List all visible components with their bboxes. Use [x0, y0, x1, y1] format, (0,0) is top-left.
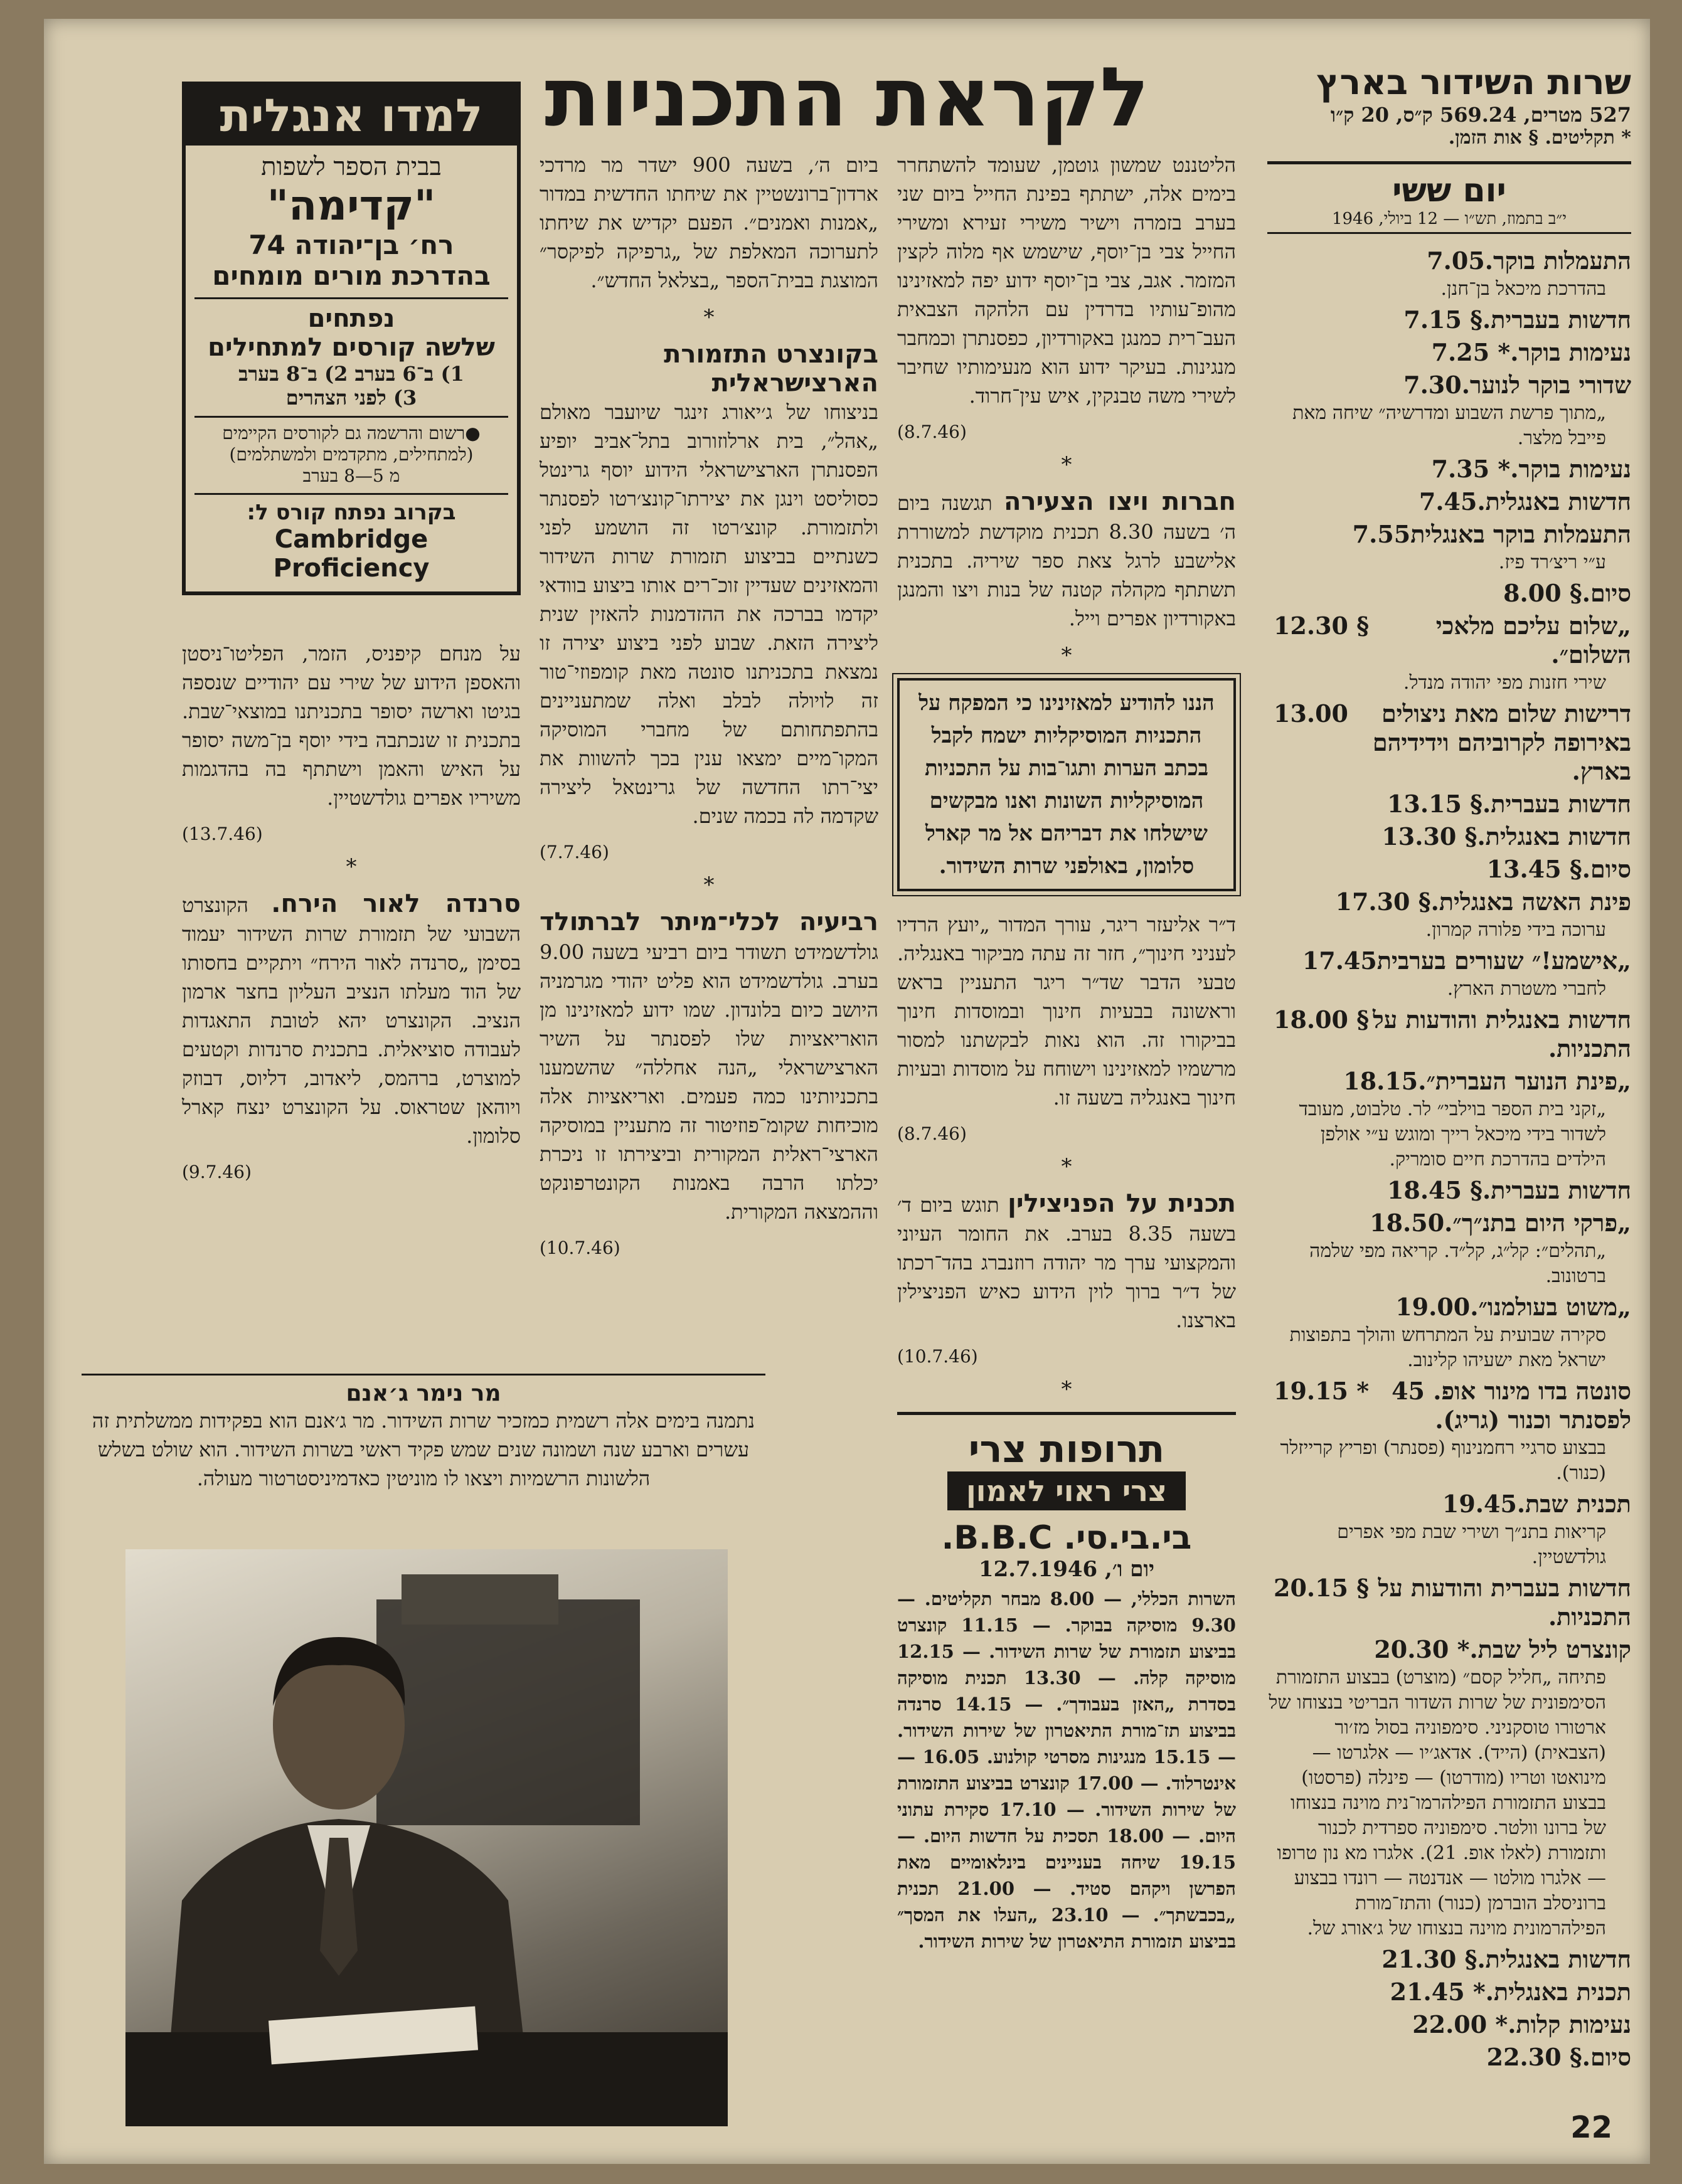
ad-guidance: בהדרכת מורים מומחים [194, 260, 508, 299]
schedule-title: סונטה בדו מינור אופ. 45 לפסנתר וכנור (גריג). [1392, 1377, 1631, 1434]
broadcast-title: שרות השידור בארץ [1316, 62, 1631, 103]
schedule-title: נעימות בוקר. [1510, 338, 1631, 366]
schedule-item [1267, 1945, 1631, 1974]
notice-text: הננו להודיע למאזינינו כי המפקח על התכניות המוסיקליות ישמח לקבל בכתב הערות ותגו־בות על התכניות המוסיקליות השונות ואנו מבקשים שישלחו את דבריהם אל מר קארל סלומון, באולפני שרות השידור. [918, 691, 1215, 879]
schedule-title: נעימות קלות. [1508, 2010, 1631, 2038]
schedule-item-row [1267, 305, 1631, 334]
portrait-photo [125, 1549, 728, 2126]
schedule-title: „פרקי היום בתנ״ך״. [1444, 1209, 1631, 1237]
schedule-list [1267, 246, 1631, 2072]
schedule-title: התעמלות בוקר באנגלית [1410, 520, 1631, 548]
schedule-title: חדשות באנגלית. [1477, 487, 1631, 516]
schedule-time: 8.00 § [1503, 579, 1582, 607]
page-number: 22 [1570, 2110, 1612, 2145]
article-fanizilin-date: (10.7.46) [897, 1346, 978, 1367]
schedule-item [1267, 699, 1631, 786]
schedule-item-row [1267, 1176, 1631, 1205]
broadcast-legend: * תקליטים. § אות הזמן. [1448, 127, 1631, 149]
schedule-time: 17.30 § [1335, 888, 1431, 916]
separator-star: * [1061, 1377, 1072, 1402]
article-fanizilin-title: תכנית על הפניצילין [1008, 1189, 1237, 1218]
newspaper-page [44, 19, 1650, 2164]
masthead-title: לקראת התכניות [545, 50, 1149, 145]
schedule-day: יום ששי [1392, 172, 1506, 209]
schedule-item-row [1267, 2043, 1631, 2072]
schedule-time: 13.30 § [1381, 822, 1477, 851]
column-3 [540, 151, 878, 1258]
schedule-title: חדשות באנגלית. [1477, 822, 1631, 851]
schedule-title: נעימות בוקר. [1510, 455, 1631, 483]
bbc-schedule: השרות הכללי, — 8.00 מבחר תקליטים. — 9.30 מוסיקה בבוקר. — 11.15 קונצרט בביצוע תזמורת של שרות השידור. — 12.15 מוסיקה קלה. — 13.30 תכנית מוסיקה בסדרת „האזן בעבודך״. — 14.15 סרנדה בביצוע תז־מורת התיאטרון של שירות השידור. — 15.15 מנגינות מסרטי קולנוע. 16.05 — אינטרלוד. — 17.00 קונצרט בביצוע התזמורת של שירות השידור. — 17.10 סקירת עתוני היום. — 18.00 תסכית על חדשות היום. — 19.15 שיחה בעניינים בינלאומיים מאת הפרשן ויקהם סטיד. — 21.00 תכנית „בכבשתך״. — 23.10 „העלו את המסך״ בביצוע תזמורת התיאטרון של שירות השידור. [897, 1588, 1237, 1952]
article-kipnis: על מנחם קיפניס, הזמר, הפליטו־ניסטן והאספן הידוע של שירי עם יהודיים שנספה בגיטו וארשה יסופר בתכניתנו במוצאי־שבת. בתכנית זו שנכתבה בידי יוסף בן־משה יסופר על האיש והאמן וישתתף בה בהדגמות משיריו אפרים גולדשטיין. [182, 642, 521, 810]
article-serenade-date: (9.7.46) [182, 1162, 252, 1182]
schedule-title: התעמלות בוקר. [1484, 246, 1631, 275]
schedule-title: דרישות שלום מאת ניצולים באירופה לקרוביהם וידידיהם בארץ. [1372, 699, 1631, 785]
schedule-title: „אישמע!״ שעורים בערבית [1376, 946, 1631, 975]
schedule-column [1267, 63, 1631, 2073]
schedule-item [1267, 455, 1631, 484]
schedule-item-row [1267, 1635, 1631, 1664]
schedule-time: 7.05 [1427, 246, 1485, 275]
photo-machine [376, 1599, 640, 1825]
schedule-time: 20.30 * [1374, 1635, 1470, 1663]
schedule-title: סיום. [1582, 855, 1631, 883]
schedule-item [1267, 2043, 1631, 2072]
ad-cambridge: Cambridge Proficiency [273, 525, 430, 583]
schedule-item [1267, 1377, 1631, 1486]
schedule-time: 19.45 [1442, 1490, 1517, 1518]
ad-reg1: ●רשום והרשמה גם לקורסים הקיימים [222, 423, 481, 443]
separator-star: * [1061, 1154, 1072, 1179]
schedule-item-row [1267, 946, 1631, 975]
article-quartet-body: גולדשמידט תשודר ביום רביעי בשעה 9.00 בערב. גולדשמידט הוא פליט יהודי מגרמניה היושב כיום בלונדון. שמו ידוע למאזינינו מן הואריאציות שלו לפסנתר על השיר הארצישראלי „הנה אחללה״ שהשמענו בתכניותינו כמה פעמים. ואריאציות אלה מוכיחות שקומ־פוזיטור זה מתעניין במוסיקה הארצי־ראלית המקורית וביצירתו זו ניכרת יכלתו הרבה באמנות הקונטרפונקט וההמצאה המקורית. [540, 940, 878, 1224]
schedule-time: 19.00 [1395, 1293, 1471, 1321]
schedule-item-row [1267, 855, 1631, 884]
article-lieutenant-date: (8.7.46) [897, 421, 967, 442]
separator-star: * [703, 872, 715, 898]
schedule-time: 12.30 § [1274, 612, 1370, 640]
schedule-note: לחברי משטרת הארץ. [1447, 978, 1606, 1000]
ad-title: למדו אנגלית [186, 85, 517, 146]
schedule-item [1267, 1293, 1631, 1373]
schedule-item [1267, 946, 1631, 1002]
schedule-item-row [1267, 455, 1631, 484]
schedule-title: סיום. [1582, 2043, 1631, 2071]
schedule-time: 20.15 § [1274, 1574, 1370, 1602]
notice-box [897, 678, 1236, 891]
schedule-note: „זקני בית הספר בוילבי״ לר. טלבוט, מעובד לשדור בידי מיכאל רייך ומוגש ע״י אולפן הילדים בהדרכת חיים סומריק. [1299, 1098, 1606, 1170]
schedule-time: 19.15 * [1274, 1377, 1370, 1405]
ad-courses: שלשה קורסים למתחילים [208, 333, 495, 362]
schedule-note: „מתוך פרשת השבוע ומדרשיה״ שיחה מאת פייבל מלצר. [1292, 402, 1606, 449]
schedule-item-row [1267, 1574, 1631, 1631]
schedule-note: בבצוע סרגיי רחמנינוף (פסנתר) ופריץ קרייזלר (כנור). [1280, 1437, 1606, 1484]
schedule-title: חדשות בעברית והודעות על התכניות. [1378, 1574, 1631, 1631]
schedule-item [1267, 1067, 1631, 1172]
schedule-item-row [1267, 1490, 1631, 1519]
schedule-item [1267, 371, 1631, 451]
bbc-title: בי.בי.סי. B.B.C. [941, 1519, 1192, 1557]
schedule-time: 18.50 [1370, 1209, 1445, 1237]
schedule-item [1267, 790, 1631, 819]
schedule-title: חדשות באנגלית והודעות על התכניות. [1372, 1005, 1631, 1063]
schedule-title: שדורי בוקר לנוער. [1461, 371, 1631, 399]
schedule-title: קונצרט ליל שבת. [1469, 1635, 1631, 1663]
schedule-title: תכנית שבת. [1516, 1490, 1631, 1518]
article-quartet-title: רביעיה לכלי־מיתר לברתולד [540, 908, 878, 936]
ganem-title: מר נימר ג׳אנם [346, 1381, 501, 1406]
schedule-divider [1267, 161, 1631, 164]
column-2 [897, 151, 1236, 1954]
schedule-item [1267, 1635, 1631, 1941]
schedule-date: י״ב בתמוז, תש״ו — 12 ביולי, 1946 [1267, 209, 1631, 234]
ad-line1: בבית הספר לשפות [261, 152, 442, 181]
schedule-time: 22.30 § [1486, 2043, 1582, 2071]
schedule-title: „פינת הנוער העברית״. [1418, 1067, 1631, 1095]
separator-star: * [346, 854, 357, 879]
schedule-item [1267, 822, 1631, 851]
schedule-item [1267, 2010, 1631, 2039]
article-youth-title: חברות ויצו הצעירה [1004, 487, 1237, 516]
schedule-time: 7.45 [1419, 487, 1477, 516]
bbc-brand-name: תרופות צרי [968, 1428, 1165, 1471]
schedule-item-row [1267, 1945, 1631, 1974]
schedule-item [1267, 612, 1631, 696]
schedule-note: בהדרכת מיכאל בן־חנן. [1440, 278, 1606, 300]
separator-star: * [1061, 452, 1072, 477]
schedule-item-row [1267, 1005, 1631, 1063]
article-riger-date: (8.7.46) [897, 1123, 967, 1144]
schedule-title: חדשות בעברית. [1482, 305, 1631, 334]
article-serenade-body: הקונצרט השבועי של תזמורת שרות השידור יעמוד בסימן „סרנדה לאור הירח״ ויתקיים בחסותו של הוד מעלתו הנציב העליון בחצר ארמון הנציב. הקונצרט יהא לטובת התאגדות לעבודה סוציאלית. בתכנית סרנדות וקטעים למוצרט, ברהמס, ליאדוב, דליוס, דבוזק ויוהאן שטראוס. על הקונצרט ינצח קארל סלומון. [182, 893, 521, 1148]
schedule-time: 7.15 § [1403, 305, 1483, 334]
schedule-item [1267, 338, 1631, 367]
schedule-note: „תהלים״: קל״ג, קל״ד. קריאה מפי שלמה ברטונוב. [1309, 1240, 1606, 1287]
schedule-time: 13.45 § [1486, 855, 1582, 883]
schedule-note: ערוכה בידי פלורה קמרון. [1425, 919, 1606, 941]
schedule-title: תכנית באנגלית. [1485, 1978, 1631, 2006]
schedule-item-row [1267, 612, 1631, 669]
schedule-note: ע״י ריצ׳רד פיז. [1498, 551, 1606, 573]
schedule-item-row [1267, 487, 1631, 516]
schedule-time: 22.00 * [1412, 2010, 1508, 2038]
separator-star: * [1061, 643, 1072, 668]
schedule-note: סקירה שבועית על המתרחש והולך בתפוצות ישראל מאת ישעיהו קלינוב. [1289, 1324, 1606, 1371]
bbc-brand [897, 1428, 1236, 1582]
schedule-time: 18.00 § [1274, 1005, 1370, 1034]
article-concert-body: בניצוחו של ג׳יאורג זינגר שיועבר מאולם „אהל״, בית ארלוזורוב בתל־אביב יופיע הפסנתרן הארצישראלי הידוע יוסף גרינטל כסוליסט וינגן את יצירתו־קונצ׳רטו לפסנתר ולתזמורת. קונצ׳רטו זה הושמע לפני כשנתיים בביצוע תזמורת שרות השידור והמאזינים שעדיין זוכ־רים אותו ביצוע בוודאי יקדמו בברכה את ההזדמנות להאזין שנית ליצירה הזאת. שבוע לפני ביצוע יצירה זו נמצאת בתכניתנו סונטה מאת קומפוזי־טור זה לויולה לבלב ואלה שמתעניינים בהתפתחותם של מחברי המוסיקה המקו־מיים ימצאו ענין בכך להשוות את יצי־רתו החדשה של גרינטאל ליצירה שקדמה לה בכמה שנים. [540, 400, 878, 828]
schedule-item [1267, 1978, 1631, 2006]
schedule-title: חדשות באנגלית. [1477, 1945, 1631, 1973]
schedule-time: 7.35 * [1431, 455, 1511, 483]
schedule-item-row [1267, 1978, 1631, 2006]
schedule-time: 7.30 [1403, 371, 1462, 399]
article-quartet-date: (10.7.46) [540, 1238, 620, 1258]
article-serenade-title: סרנדה לאור הירח. [271, 889, 521, 918]
schedule-item-row [1267, 1293, 1631, 1322]
schedule-note: שירי חזנות מפי יהודה מנדל. [1403, 672, 1606, 694]
schedule-item [1267, 246, 1631, 302]
schedule-item-row [1267, 822, 1631, 851]
schedule-item [1267, 487, 1631, 516]
schedule-item-row [1267, 246, 1631, 275]
schedule-time: 21.30 § [1381, 1945, 1477, 1973]
schedule-item-row [1267, 1067, 1631, 1096]
bbc-day: יום ו׳, 12.7.1946 [978, 1557, 1155, 1582]
schedule-title: „שלום עליכם מלאכי השלום״. [1435, 612, 1631, 669]
article-mordechai: ביום ה׳, בשעה 900 ישדר מר מרדכי ארדון־ברונשטיין את שיחתו החדשית במדור „אמנות ואמנים״. הפעם יקדיש את שיחתו לתערוכה המאלפת של „גרפיקה לפיקסר״ המוצגת בבית־הספר „בצלאל החדש״. [540, 153, 879, 292]
schedule-title: „משוט בעולמנו״. [1470, 1293, 1631, 1321]
schedule-item [1267, 1176, 1631, 1205]
schedule-item-row [1267, 371, 1631, 400]
article-youth-body: תגשנה ביום ה׳ בשעה 8.30 תכנית מוקדשת למשוררת אלישבע לרגל צאת ספר שיריה. בתכנית תשתתף מקהלה קטנה של בנות ויצו והמנגן באקורדיון אפרים וייל. [897, 491, 1237, 630]
ad-soon: בקרוב נפתח קורס ל: [247, 500, 456, 525]
article-fanizilin-body: תוגש ביום ד׳ בשעה 8.35 בערב. את החומר העיוני והמקצועי ערך מר יהודה רוזנברג בהד־רכתו של ד״ר ברוך לוין הידוע כאיש הפניצילין בארצנו. [897, 1193, 1237, 1332]
schedule-item [1267, 1005, 1631, 1063]
schedule-item [1267, 1209, 1631, 1289]
schedule-item-row [1267, 579, 1631, 608]
ad-reg3: מ 5—8 בערב [194, 465, 508, 495]
article-concert-date: (7.7.46) [540, 842, 609, 862]
schedule-item [1267, 888, 1631, 943]
column-4 [182, 82, 521, 1182]
ad-times1: 1) ב־6 בערב 2) ב־8 בערב [238, 362, 464, 386]
schedule-note: פתיחה „חליל קסם״ (מוצרט) בבצוע התזמורת הסימפונית של שרות השדור הבריטי בנצוחו של ארטורו טוסקניני. סימפוניה בסול מז׳ור (הצבאית) (הייד). אדאג׳יו — אלגרטו — מינואטו וטריו (מודרטו) — פינלה (פרסטו) בבצוע התזמורת הפילהרמו־נית מוינה בנצוחו של ברונו וולטר. סימפוניה ספרדית לכנור ותזמורת (לאלו אופ. 21). אלגרו מא נון טרופו — אלגרו מולטו — אנדנטה — רונדו בבצוע ברוניסלב הוברמן (כנור) והתז־מורת הפילהרמונית מוינה בנצוחו של ג׳אורג של. [1269, 1667, 1606, 1939]
schedule-item-row [1267, 699, 1631, 786]
article-ganem [82, 1374, 765, 1493]
schedule-time: 13.15 § [1387, 790, 1483, 818]
ganem-divider [82, 1374, 765, 1376]
schedule-title: חדשות בעברית. [1482, 1176, 1631, 1204]
photo-machine-top [402, 1574, 558, 1625]
schedule-time: 7.55 [1352, 520, 1411, 548]
schedule-time: 18.15 [1343, 1067, 1419, 1095]
schedule-item-row [1267, 520, 1631, 549]
bbc-divider [897, 1412, 1236, 1415]
separator-star: * [703, 305, 715, 330]
ad-address: רח׳ בן־יהודה 74 [248, 230, 454, 260]
schedule-item [1267, 1490, 1631, 1570]
article-riger: ד״ר אליעזר ריגר, עורך המדור „יועץ הרדיו לעניני חינוך״, חזר זה עתה מביקור באנגליה. טבעי הדבר שד״ר ריגר התעניין בראש וראשונה בבעיות חינוך ובמוסדות חינוך בביקורו זה. הוא נאות לבקשתנו למסור מרשמיו למאזינינו וישוחח על מוסדות ובעיות חינוך באנגליה בשעה זו. [897, 913, 1236, 1110]
schedule-item [1267, 520, 1631, 575]
schedule-time: 21.45 * [1390, 1978, 1486, 2006]
article-kipnis-date: (13.7.46) [182, 824, 263, 844]
ad-times2: 3) לפני הצהרים [194, 386, 508, 418]
schedule-item [1267, 1574, 1631, 1631]
schedule-item-row [1267, 338, 1631, 367]
portrait-illustration [125, 1549, 728, 2126]
schedule-item-row [1267, 1377, 1631, 1434]
article-lieutenant: הליטננט שמשון גוטמן, שעומד להשתחרר בימים אלה, ישתתף בפינת החייל ביום שני בערב בזמרה וישיר משירי זעירא ומשירי החייל צבי בן־יוסף, שישמש אף מלוה לקצין המזמר. אגב, צבי בן־יוסף ידוע יפה למאזינינו מהופ־עותיו בדרדין עם הלהקה הצבאית העב־רית כמנגן באקורדיון, כפסנתרן וכמחבר מנגינות. בעיקר ידוע הוא מנעימותיו שחיבר לשירי משה טבנקין, איש עין־חרוד. [897, 153, 1236, 408]
schedule-title: פינת האשה באנגלית. [1430, 888, 1631, 916]
ad-reg2: (למתחילים, מתקדמים ולמשתלמים) [229, 444, 474, 465]
schedule-time: 13.00 [1274, 699, 1348, 728]
schedule-time: 18.45 § [1387, 1176, 1483, 1204]
ad-school: "קדימה" [267, 181, 436, 230]
schedule-item [1267, 579, 1631, 608]
broadcast-frequency: 527 מטרים, 569.24 ק״ס, 20 ק״ו [1330, 103, 1631, 127]
ganem-body: נתמנה בימים אלה רשמית כמזכיר שרות השידור. מר ג׳אנם הוא בפקידות ממשלתית זה עשרים וארבע שנה ושמונה שנים שמש פקיד ראשי בשרות השידור. הוא שולט בשלש הלשונות הרשמיות ויצאו לו מוניטין כאדמיניסטרטור מעולה. [92, 1409, 755, 1490]
schedule-item [1267, 855, 1631, 884]
schedule-item-row [1267, 790, 1631, 819]
ad-opening: נפתחים [307, 304, 395, 333]
english-ad [182, 82, 521, 595]
article-concert-title: בקונצרט התזמורת הארצישראלית [664, 340, 878, 398]
schedule-title: חדשות בעברית. [1482, 790, 1631, 818]
schedule-item-row [1267, 888, 1631, 916]
schedule-item-row [1267, 1209, 1631, 1238]
schedule-item-row [1267, 2010, 1631, 2039]
schedule-note: קריאות בתנ״ך ושירי שבת מפי אפרים גולדשטיין. [1337, 1521, 1606, 1568]
schedule-time: 7.25 * [1431, 338, 1511, 366]
bbc-brand-sub: צרי ראוי לאמון [947, 1471, 1186, 1510]
schedule-time: 17.45 [1302, 946, 1377, 975]
schedule-title: סיום. [1582, 579, 1631, 607]
schedule-item [1267, 305, 1631, 334]
